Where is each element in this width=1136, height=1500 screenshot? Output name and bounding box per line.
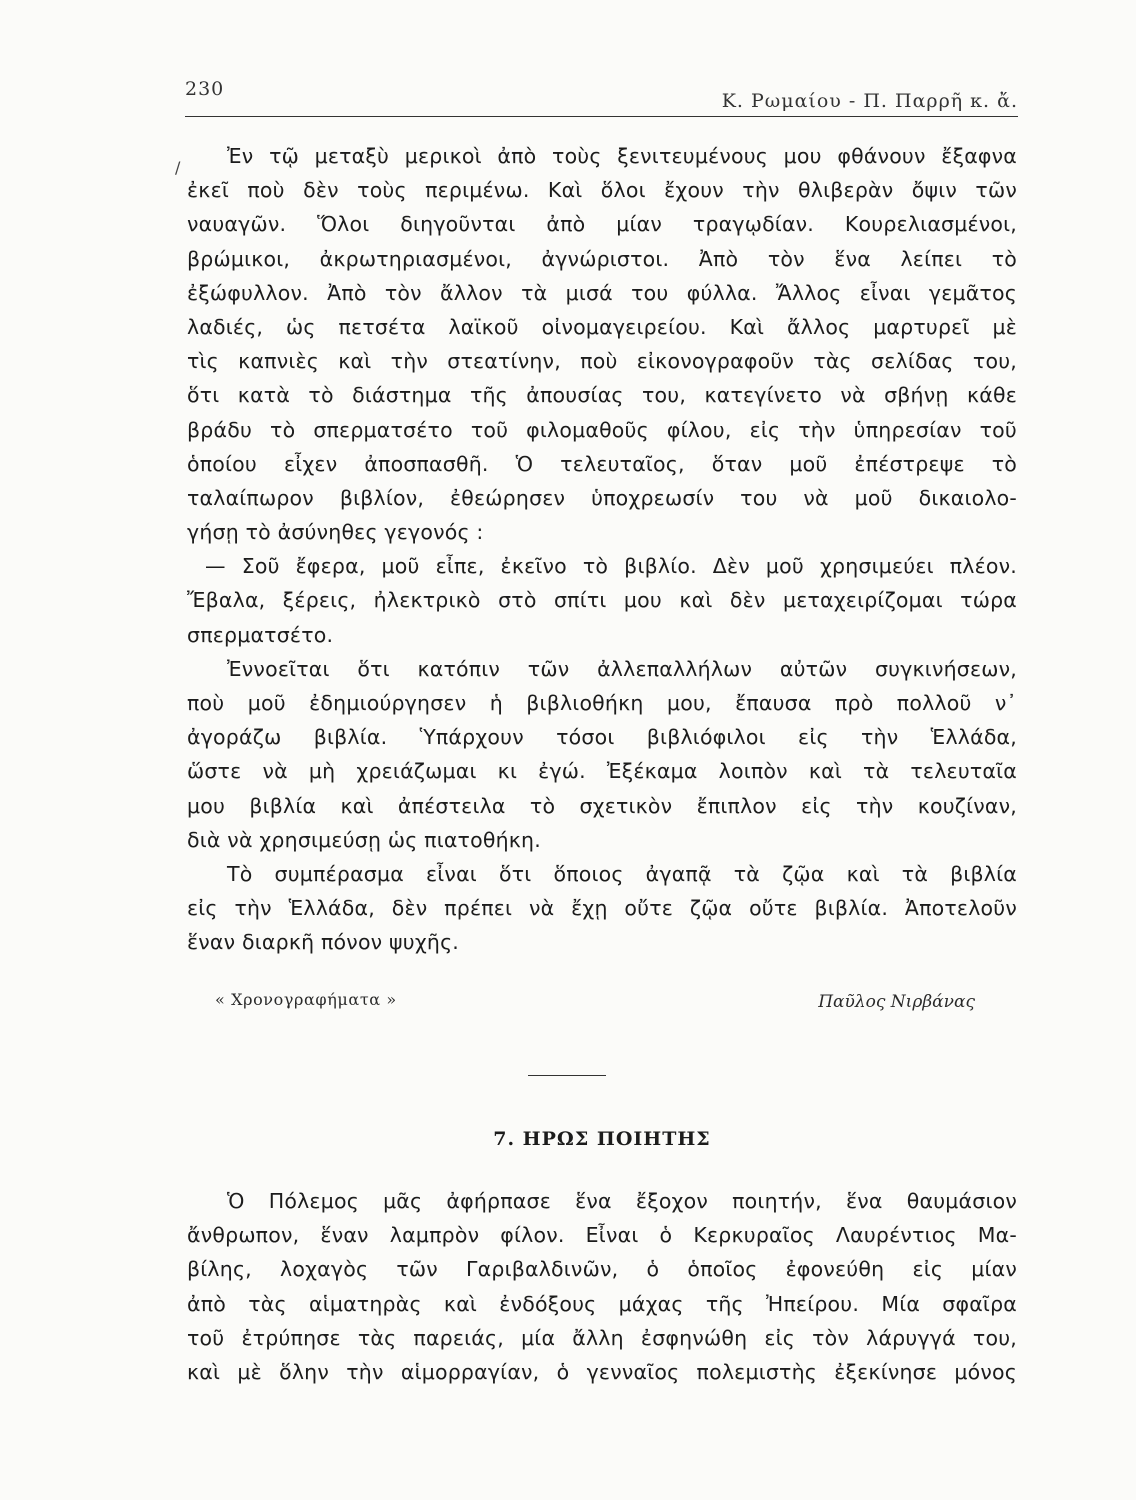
text-line: ἐξώφυλλον. Ἀπὸ τὸν ἄλλον τὰ μισά του φύλλα. Ἄλλος εἶναι γεμᾶτος bbox=[187, 280, 1017, 305]
text-line: σπερματσέτο. bbox=[187, 622, 334, 647]
text-line: ποὺ μοῦ ἐδημιούργησεν ἡ βιβλιοθήκη μου, ἔπαυσα πρὸ πολλοῦ ν᾿ bbox=[187, 691, 1017, 715]
text-line: ταλαίπωρον βιβλίον, ἐθεώρησεν ὑποχρεωσίν του νὰ μοῦ δικαιολο- bbox=[187, 485, 1017, 510]
text-line: βρώμικοι, ἀκρωτηριασμένοι, ἀγνώριστοι. Ἀπὸ τὸν ἕνα λείπει τὸ bbox=[187, 246, 1017, 271]
text-line: εἰς τὴν Ἑλλάδα, δὲν πρέπει νὰ ἔχῃ οὔτε ζῷα οὔτε βιβλία. Ἀποτελοῦν bbox=[187, 896, 1017, 921]
text-line: ὁποίου εἶχεν ἀποσπασθῆ. Ὁ τελευταῖος, ὅταν μοῦ ἐπέστρεψε τὸ bbox=[187, 451, 1017, 476]
text-line: ἕναν διαρκῆ πόνον ψυχῆς. bbox=[187, 930, 460, 955]
header-rule bbox=[185, 116, 1018, 117]
section-body bbox=[187, 1184, 1017, 1389]
text-line: τὶς καπνιὲς καὶ τὴν στεατίνην, ποὺ εἰκονογραφοῦν τὰς σελίδας του, bbox=[187, 349, 1017, 374]
text-line: ἀγοράζω βιβλία. Ὑπάρχουν τόσοι βιβλιόφιλοι εἰς τὴν Ἑλλάδα, bbox=[187, 725, 1017, 750]
text-line: γήσῃ τὸ ἀσύνηθες γεγονός : bbox=[187, 520, 484, 545]
text-line: ὥστε νὰ μὴ χρειάζωμαι κι ἐγώ. Ἐξέκαμα λοιπὸν καὶ τὰ τελευταῖα bbox=[187, 759, 1017, 784]
source-title: « Χρονογραφήματα » bbox=[215, 990, 397, 1009]
text-line: ἀπὸ τὰς αἱματηρὰς καὶ ἐνδόξους μάχας τῆς Ἠπείρου. Μία σφαῖρα bbox=[187, 1291, 1017, 1316]
text-line: βίλης, λοχαγὸς τῶν Γαριβαλδινῶν, ὁ ὁποῖος ἐφονεύθη εἰς μίαν bbox=[187, 1257, 1017, 1282]
text-line: βράδυ τὸ σπερματσέτο τοῦ φιλομαθοῦς φίλου, εἰς τὴν ὑπηρεσίαν τοῦ bbox=[187, 417, 1017, 442]
dialogue-line: — Σοῦ ἔφερα, μοῦ εἶπε, ἐκεῖνο τὸ βιβλίο. Δὲν μοῦ χρησιμεύει πλέον. bbox=[205, 554, 1017, 579]
text-line: ναυαγῶν. Ὅλοι διηγοῦνται ἀπὸ μίαν τραγῳδίαν. Κουρελιασμένοι, bbox=[187, 212, 1017, 237]
section-divider bbox=[528, 1075, 606, 1076]
text-line: Ἐννοεῖται ὅτι κατόπιν τῶν ἀλλεπαλλήλων αὐτῶν συγκινήσεων, bbox=[227, 656, 1017, 681]
article-body bbox=[187, 139, 1017, 960]
text-line: Τὸ συμπέρασμα εἶναι ὅτι ὅποιος ἀγαπᾷ τὰ ζῷα καὶ τὰ βιβλία bbox=[227, 861, 1017, 886]
text-line: Ἔβαλα, ξέρεις, ἠλεκτρικὸ στὸ σπίτι μου καὶ δὲν μεταχειρίζομαι τώρα bbox=[187, 588, 1017, 613]
author-name: Παῦλος Νιρβάνας bbox=[818, 992, 975, 1012]
text-line: μου βιβλία καὶ ἀπέστειλα τὸ σχετικὸν ἔπιπλον εἰς τὴν κουζίναν, bbox=[187, 793, 1017, 818]
text-line: καὶ μὲ ὅλην τὴν αἱμορραγίαν, ὁ γενναῖος πολεμιστὴς ἐξεκίνησε μόνος bbox=[187, 1359, 1017, 1384]
text-line: διὰ νὰ χρησιμεύσῃ ὡς πιατοθήκη. bbox=[187, 827, 541, 852]
text-line: ἐκεῖ ποὺ δὲν τοὺς περιμένω. Καὶ ὅλοι ἔχουν τὴν θλιβερὰν ὄψιν τῶν bbox=[187, 178, 1017, 203]
text-line: Ἐν τῷ μεταξὺ μερικοὶ ἀπὸ τοὺς ξενιτευμένους μου φθάνουν ἔξαφνα bbox=[227, 144, 1017, 168]
margin-mark: / bbox=[175, 158, 181, 177]
running-head bbox=[185, 72, 1018, 112]
running-head-author: Κ. Ρωμαίου - Π. Παρρῆ κ. ἄ. bbox=[721, 90, 1018, 112]
text-line: λαδιές, ὡς πετσέτα λαϊκοῦ οἰνομαγειρείου. Καὶ ἄλλος μαρτυρεῖ μὲ bbox=[187, 314, 1017, 339]
section-title: 7. ΗΡΩΣ ΠΟΙΗΤΗΣ bbox=[493, 1128, 711, 1150]
text-line: τοῦ ἐτρύπησε τὰς παρειάς, μία ἄλλη ἐσφηνώθη εἰς τὸν λάρυγγά του, bbox=[187, 1325, 1017, 1350]
text-line: ὅτι κατὰ τὸ διάστημα τῆς ἀπουσίας του, κατεγίνετο νὰ σβήνῃ κάθε bbox=[187, 383, 1017, 408]
page-number: 230 bbox=[185, 78, 225, 100]
text-line: ἄνθρωπον, ἕναν λαμπρὸν φίλον. Εἶναι ὁ Κερκυραῖος Λαυρέντιος Μα- bbox=[187, 1223, 1017, 1248]
text-line: Ὁ Πόλεμος μᾶς ἀφήρπασε ἕνα ἔξοχον ποιητήν, ἕνα θαυμάσιον bbox=[227, 1189, 1017, 1213]
attribution bbox=[215, 990, 975, 1020]
